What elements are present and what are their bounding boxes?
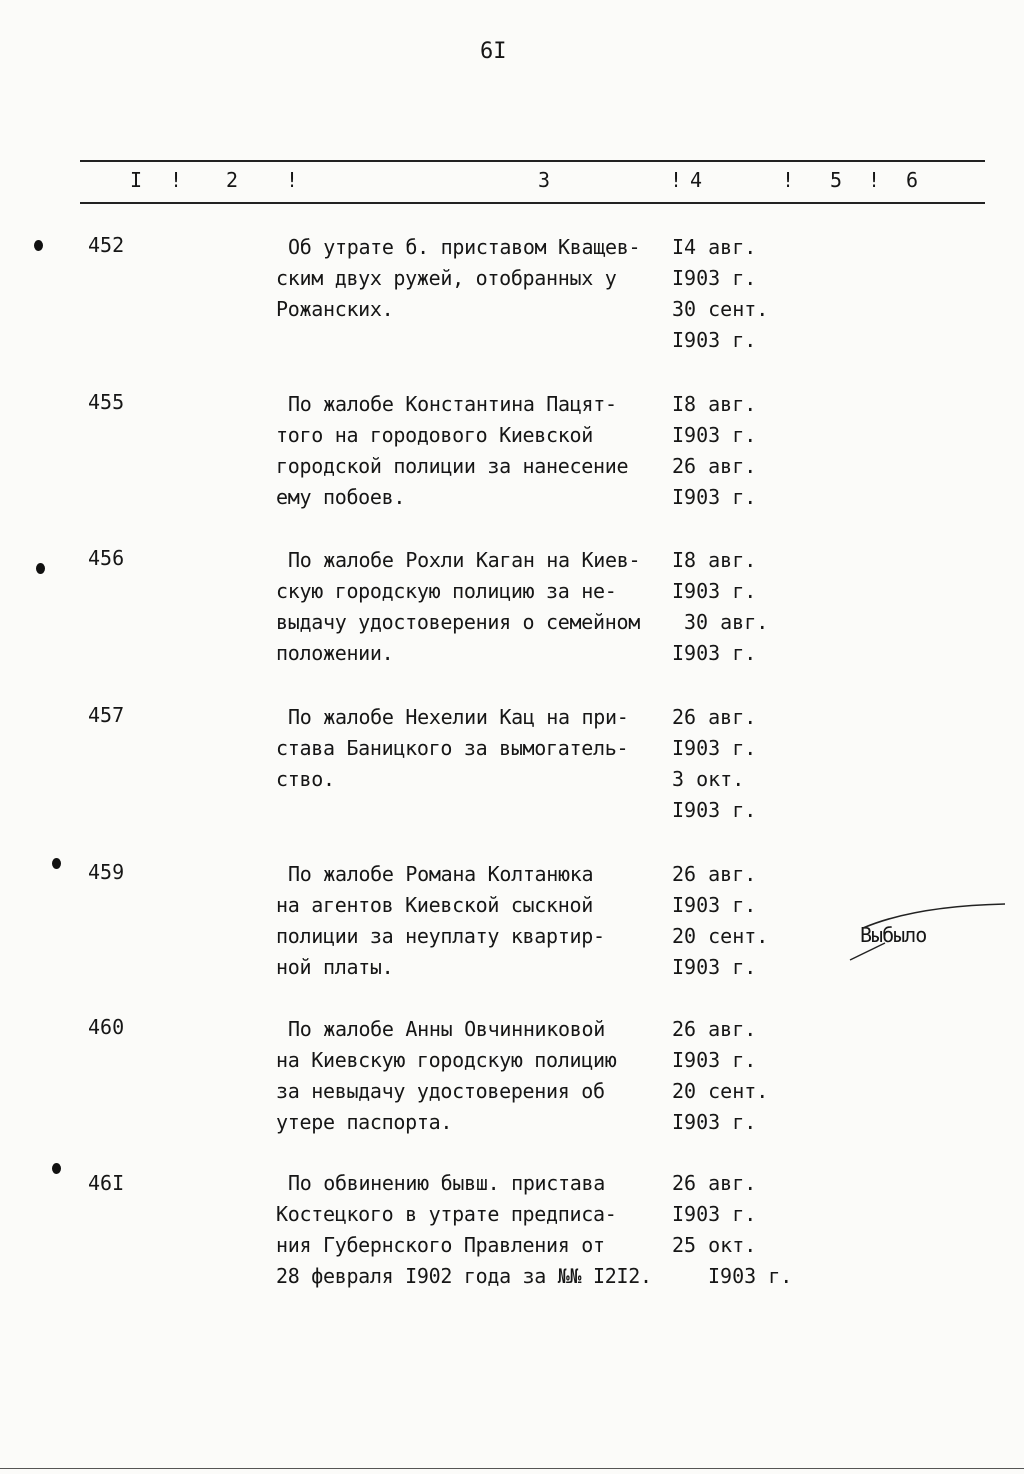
row-description-line: По жалобе Романа Колтанюка (288, 862, 594, 886)
row-description-line: на агентов Киевской сыскной (276, 893, 594, 917)
row-date-line: 26 авг. (672, 1171, 757, 1195)
row-description-line: Костецкого в утрате предписа- (276, 1202, 617, 1226)
row-date-line: I903 г. (672, 736, 757, 760)
row-date-line: I903 г. (672, 955, 757, 979)
handwritten-stroke (845, 898, 1010, 968)
row-description-line: По жалобе Нехелии Кац на при- (288, 705, 629, 729)
row-description-line: полиции за неуплату квартир- (276, 924, 605, 948)
punch-hole-mark (52, 858, 61, 869)
row-description-line: ему побоев. (276, 485, 406, 509)
row-number: 457 (88, 703, 125, 727)
row-date-line: 26 авг. (672, 1017, 757, 1041)
row-description-line: скую городскую полицию за не- (276, 579, 617, 603)
row-description-line: городской полиции за нанесение (276, 454, 629, 478)
header-separator: ! (670, 168, 683, 192)
header-separator: ! (782, 168, 795, 192)
row-number: 460 (88, 1015, 125, 1039)
row-description-line: става Баницкого за вымогатель- (276, 736, 629, 760)
row-date-line: 26 авг. (672, 454, 757, 478)
row-date-line: I8 авг. (672, 392, 757, 416)
row-date-line: 30 авг. (684, 610, 769, 634)
row-description-line: того на городового Киевской (276, 423, 594, 447)
row-date-line: 26 авг. (672, 862, 757, 886)
row-number: 46I (88, 1171, 125, 1195)
row-description-line: По жалобе Константина Пацят- (288, 392, 617, 416)
row-description-line: ной платы. (276, 955, 394, 979)
row-description-line: По жалобе Рохли Каган на Киев- (288, 548, 641, 572)
row-date-line: I903 г. (672, 1048, 757, 1072)
header-col-4: 4 (690, 168, 703, 192)
punch-hole-mark (36, 563, 45, 574)
row-date-line: I903 г. (672, 641, 757, 665)
header-col-5: 5 (830, 168, 843, 192)
punch-hole-mark (34, 240, 43, 251)
row-description-line: ским двух ружей, отобранных у (276, 266, 617, 290)
status-note: Выбыло (860, 923, 927, 947)
row-date-line: I903 г. (672, 328, 757, 352)
header-top-rule (80, 160, 985, 162)
header-col-2: 2 (226, 168, 239, 192)
row-date-line: I903 г. (672, 893, 757, 917)
row-date-line: I903 г. (708, 1264, 793, 1288)
header-separator: ! (170, 168, 183, 192)
row-date-line: I903 г. (672, 579, 757, 603)
header-separator: ! (868, 168, 881, 192)
row-date-line: 20 сент. (672, 1079, 769, 1103)
page-number: 6I (480, 39, 507, 64)
row-description-line: ния Губернского Правления от (276, 1233, 605, 1257)
row-description-line: за невыдачу удостоверения об (276, 1079, 605, 1103)
row-date-line: 20 сент. (672, 924, 769, 948)
row-description-line: выдачу удостоверения о семейном (276, 610, 640, 634)
header-col-1: I (130, 168, 143, 192)
row-description-line: на Киевскую городскую полицию (276, 1048, 617, 1072)
row-description-line: 28 февраля I902 года за №№ I2I2. (276, 1264, 652, 1288)
row-description-line: утере паспорта. (276, 1110, 453, 1134)
row-number: 456 (88, 546, 125, 570)
row-date-line: I4 авг. (672, 235, 757, 259)
row-date-line: 25 окт. (672, 1233, 757, 1257)
row-date-line: 3 окт. (672, 767, 745, 791)
row-date-line: I903 г. (672, 266, 757, 290)
header-col-3: 3 (538, 168, 551, 192)
page-bottom-edge (0, 1468, 1024, 1469)
row-date-line: 30 сент. (672, 297, 769, 321)
row-description-line: ство. (276, 767, 335, 791)
punch-hole-mark (52, 1163, 61, 1174)
row-description-line: По жалобе Анны Овчинниковой (288, 1017, 606, 1041)
row-description-line: По обвинению бывш. пристава (288, 1171, 606, 1195)
row-date-line: I903 г. (672, 423, 757, 447)
header-bottom-rule (80, 202, 985, 204)
row-date-line: I903 г. (672, 485, 757, 509)
row-number: 459 (88, 860, 125, 884)
row-description-line: положении. (276, 641, 394, 665)
row-description-line: Об утрате б. приставом Кващев- (288, 235, 641, 259)
row-date-line: 26 авг. (672, 705, 757, 729)
row-number: 452 (88, 233, 125, 257)
row-date-line: I903 г. (672, 798, 757, 822)
header-separator: ! (286, 168, 299, 192)
row-date-line: I903 г. (672, 1202, 757, 1226)
header-col-6: 6 (906, 168, 919, 192)
row-description-line: Рожанских. (276, 297, 394, 321)
row-date-line: I903 г. (672, 1110, 757, 1134)
row-date-line: I8 авг. (672, 548, 757, 572)
row-number: 455 (88, 390, 125, 414)
